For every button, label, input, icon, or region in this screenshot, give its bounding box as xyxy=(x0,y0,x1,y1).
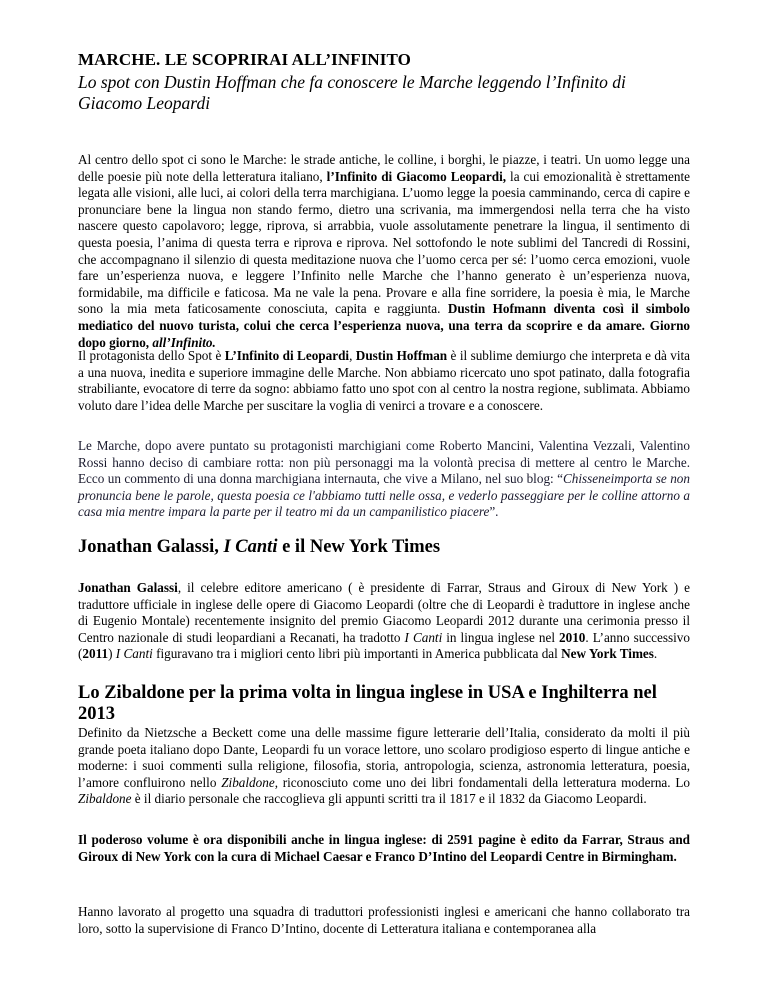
text-run: in lingua inglese nel xyxy=(442,629,560,645)
paragraph-zibaldone xyxy=(78,725,690,808)
text-run: Definito da Nietzsche a Beckett come una delle massime figure letterarie dell’Italia, considerato da molti il più grande poeta italiano dopo Dante, Leopardi fu un vorace lettore, uno scolaro prodigioso esperto di lingue antiche e moderne: i suoi commenti sulla religione, filosofia, storia, antropologia, scienza, astronomia letteratura, poesia, l’amore confluirono nello xyxy=(78,725,690,790)
text-run: ) xyxy=(108,646,116,662)
text-run: Jonathan Galassi, xyxy=(78,537,224,557)
bold-run: Jonathan Galassi xyxy=(78,580,178,595)
text-run: Il protagonista dello Spot è xyxy=(78,348,225,363)
italic-run: Zibaldone xyxy=(221,774,275,790)
text-run: è il diario personale che raccoglieva gli appunti scritti tra il 1817 e il 1832 da Giacomo Leopardi. xyxy=(131,791,647,807)
page-subtitle: Lo spot con Dustin Hoffman che fa conoscere le Marche leggendo l’Infinito di Giacomo Leopardi xyxy=(78,72,626,113)
bold-italic-run: all’Infinito. xyxy=(152,334,216,350)
bold-run: 2010 xyxy=(559,629,586,645)
paragraph-spot-description xyxy=(78,152,690,351)
bold-run: New York Times xyxy=(561,646,654,662)
text-run: . L’anno successivo ( xyxy=(78,629,690,662)
text-run: ”. xyxy=(489,504,499,520)
text-run: e il New York Times xyxy=(277,537,441,557)
italic-run: I Canti xyxy=(115,646,153,662)
bold-run: 2011 xyxy=(82,646,109,662)
italic-run: Zibaldone xyxy=(78,791,132,807)
italic-run: Chisseneimporta se non pronuncia bene le parole, questa poesia ce l'abbiamo tutti nelle ossa, e vederlo passeggiare per le colline attorno a casa mia mentre impara la parte per il teatro mi da un campanilistico piacere xyxy=(78,471,690,520)
text-run: , xyxy=(349,348,356,363)
paragraph-translators: Hanno lavorato al progetto una squadra di traduttori professionisti inglesi e americani che hanno collaborato tra loro, sotto la supervisione di Franco D’Intino, docente di Letteratura italiana e contemporanea alla xyxy=(78,904,690,936)
paragraph-protagonist xyxy=(78,348,690,414)
section-heading-galassi xyxy=(78,537,440,558)
bold-run: L’Infinito di Leopardi xyxy=(224,348,350,363)
text-run: Al centro dello spot ci sono le Marche: le strade antiche, le colline, i borghi, le piazze, i teatri. Un uomo legge una delle poesie più note della letteratura italiano, xyxy=(78,152,690,184)
text-run: è il sublime demiurgo che interpreta e dà vita a una nuova, inedita e superiore immagine delle Marche. Non abbiamo ricercato uno spot patinato, dalla fotografia strabiliante, evocatore di terre da sogno: abbiamo fatto uno spot con al centro la nostra regione, sublimata. Abbiamo voluto dare l’idea delle Marche per suscitare la voglia di venirci a trovare e a conoscere. xyxy=(78,348,691,413)
text-run: figuravano tra i migliori cento libri più importanti in America pubblicata dal xyxy=(152,646,562,662)
paragraph-galassi xyxy=(78,580,690,663)
text-run: , il celebre editore americano ( è presidente di Farrar, Straus and Giroux di New York ) e traduttore ufficiale in inglese delle opere di Giacomo Leopardi (oltre che di Leopardi è traduttore in inglese anche di Eugenio Montale) recentemente insignito del premio Giacomo Leopardi 2012 durante una cerimonia presso il Centro nazionale di studi leopardiani a Recanati, ha tradotto xyxy=(78,580,690,645)
text-run: Le Marche, dopo avere puntato su protagonisti marchigiani come Roberto Mancini, Valentina Vezzali, Valentino Rossi hanno deciso di cambiare rotta: non più personaggi ma la volontà precisa di mettere al centro le Marche. Ecco un commento di una donna marchigiana internauta, che vive a Milano, nel suo blog: “ xyxy=(78,438,690,487)
page-title: MARCHE. LE SCOPRIRAI ALL’INFINITO xyxy=(78,50,411,69)
italic-run: I Canti xyxy=(223,537,278,557)
bold-run: Dustin Hofmann diventa così il simbolo mediatico del nuovo turista, colui che cerca l’esperienza nuova, una terra da scoprire e da amare. Giorno dopo giorno, xyxy=(78,301,690,350)
italic-run: I Canti xyxy=(404,629,443,645)
text-run: , riconosciuto come uno dei libri fondamentali della letteratura moderna. Lo xyxy=(274,774,690,790)
text-run: . xyxy=(653,646,658,662)
paragraph-blog-quote xyxy=(78,438,690,521)
bold-run: l’Infinito di Giacomo Leopardi, xyxy=(326,168,507,184)
bold-run: Dustin Hoffman xyxy=(355,348,448,363)
text-run: la cui emozionalità è strettamente legata alle visioni, alle luci, ai colori della terra marchigiana. L’uomo legge la poesia camminando, cerca di capire e pronunciare bene la lingua non stando fermo, dietro una scrivania, ma immergendosi nella terra che ha visto nascere questo capolavoro; legge, riprova, si arrabbia, vuole assolutamente penetrare la lingua, il sentimento di questa poesia, l’anima di questa terra e riprova e riprova. Nel sottofondo le note sublimi del Tancredi di Rossini, che accompagnano il silenzio di questa meditazione nuova che l’uomo cerca per sé: l’uomo cerca emozioni, vuole fare un’esperienza nuova, e leggere l’Infinito nelle Marche che l’hanno generato è un’esperienza nuova, formidabile, ma difficile e faticosa. Ma ne vale la pena. Provare e alla fine sorridere, la poesia è mia, le Marche sono la mia meta faticosamente conosciuta, capita e raggiunta. xyxy=(78,168,690,317)
paragraph-english-edition: Il poderoso volume è ora disponibili anche in lingua inglese: di 2591 pagine è edito da Farrar, Straus and Giroux di New York con la cura di Michael Caesar e Franco D’Intino del Leopardi Centre in Birmingham. xyxy=(78,832,690,864)
section-heading-zibaldone: Lo Zibaldone per la prima volta in lingua inglese in USA e Inghilterra nel 2013 xyxy=(78,683,657,724)
